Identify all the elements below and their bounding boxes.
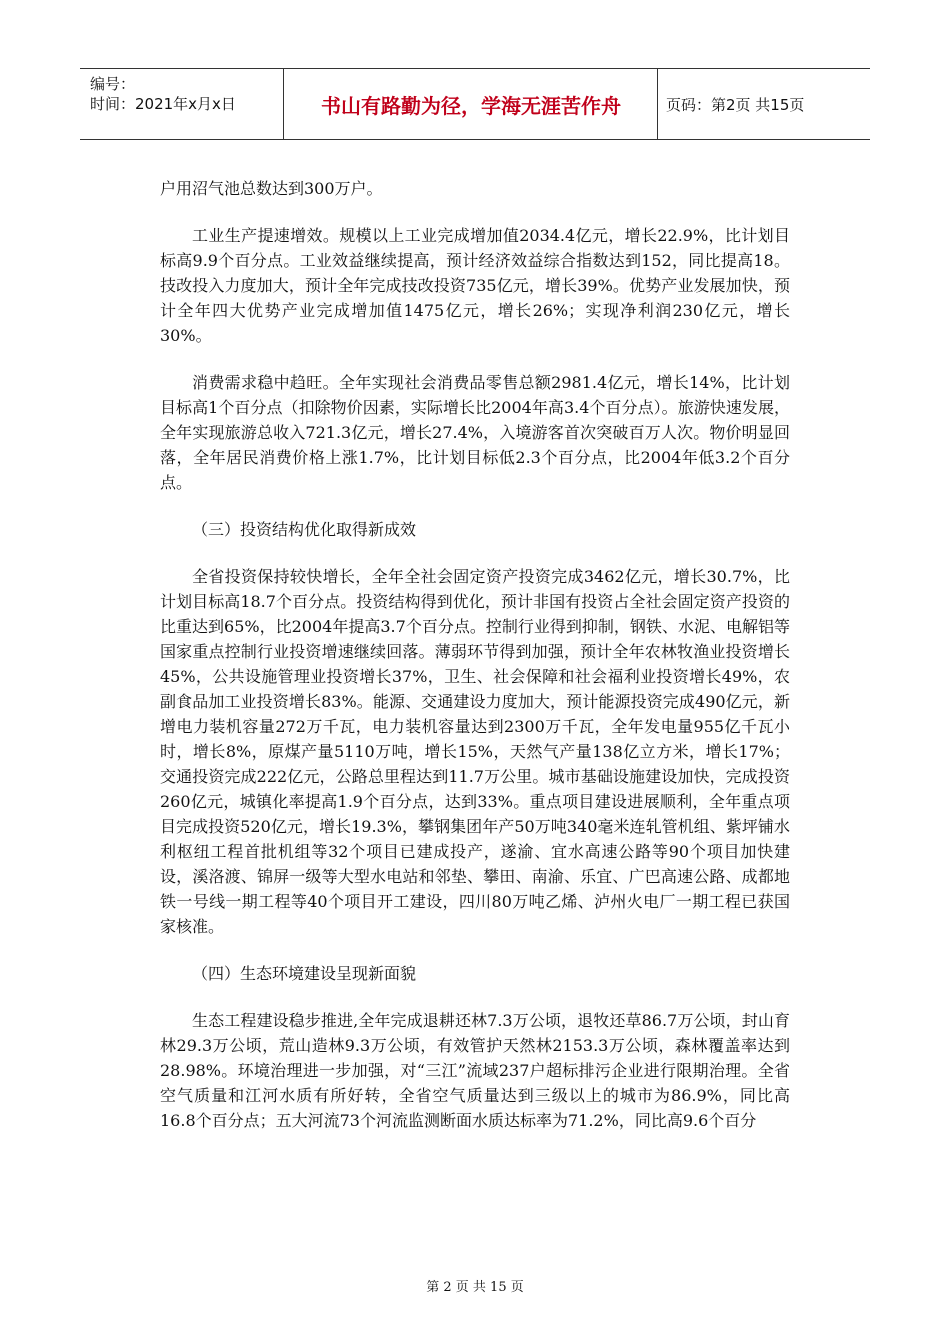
paragraph: 全省投资保持较快增长，全年全社会固定资产投资完成3462亿元，增长30.7%，比计划目标高18.7个百分点。投资结构得到优化，预计非国有投资占全社会固定资产投资的比重达到65%，比2004年提高3.7个百分点。控制行业得到抑制，钢铁、水泥、电解铝等国家重点控制行业投资增速继续回落。薄弱环节得到加强，预计全年农林牧渔业投资增长45%，公共设施管理业投资增长37%，卫生、社会保障和社会福利业投资增长49%，农副食品加工业投资增长83%。能源、交通建设力度加大，预计能源投资完成490亿元，新增电力装机容量272万千瓦，电力装机容量达到2300万千瓦，全年发电量955亿千瓦小时，增长8%，原煤产量5110万吨，增长15%，天然气产量138亿立方米，增长17%；交通投资完成222亿元，公路总里程达到11.7万公里。城市基础设施建设加快，完成投资260亿元，城镇化率提高1.9个百分点，达到33%。重点项目建设进展顺利，全年重点项目完成投资520亿元，增长19.3%，攀钢集团年产50万吨340毫米连轧管机组、紫坪铺水利枢纽工程首批机组等32个项目已建成投产，遂渝、宜水高速公路等90个项目加快建设，溪洛渡、锦屏一级等大型水电站和邻垫、攀田、南渝、乐宜、广巴高速公路、成都地铁一号线一期工程等40个项目开工建设，四川80万吨乙烯、泸州火电厂一期工程已获国家核准。 bbox=[160, 567, 790, 936]
document-date: 时间：2021年x月x日 bbox=[90, 95, 236, 113]
header-page-info bbox=[666, 69, 870, 139]
page-info-text: 页码：第2页 共15页 bbox=[666, 95, 805, 114]
header-meta bbox=[80, 69, 284, 139]
header-motto: 书山有路勤为径，学海无涯苦作舟 bbox=[285, 69, 658, 139]
paragraph: 户用沼气池总数达到300万户。 bbox=[160, 179, 383, 198]
document-body bbox=[160, 176, 790, 1155]
paragraph: 工业生产提速增效。规模以上工业完成增加值2034.4亿元，增长22.9%，比计划目标高9.9个百分点。工业效益继续提高，预计经济效益综合指数达到152，同比提高18。技改投入力度加大，预计全年完成技改投资735亿元，增长39%。优势产业发展加快，预计全年四大优势产业完成增加值1475亿元，增长26%；实现净利润230亿元，增长30%。 bbox=[160, 226, 790, 345]
section-heading: （四）生态环境建设呈现新面貌 bbox=[192, 964, 417, 983]
document-number-label: 编号： bbox=[90, 75, 136, 93]
document-header bbox=[80, 68, 870, 140]
paragraph: 消费需求稳中趋旺。全年实现社会消费品零售总额2981.4亿元，增长14%，比计划目标高1个百分点（扣除物价因素，实际增长比2004年高3.4个百分点）。旅游快速发展，全年实现旅游总收入721.3亿元，增长27.4%，入境游客首次突破百万人次。物价明显回落，全年居民消费价格上涨1.7%，比计划目标低2.3个百分点，比2004年低3.2个百分点。 bbox=[160, 373, 790, 492]
section-heading: （三）投资结构优化取得新成效 bbox=[192, 520, 417, 539]
page-footer: 第 2 页 共 15 页 bbox=[426, 1280, 524, 1295]
paragraph: 生态工程建设稳步推进,全年完成退耕还林7.3万公顷，退牧还草86.7万公顷，封山育林29.3万公顷，荒山造林9.3万公顷，有效管护天然林2153.3万公顷，森林覆盖率达到28.98%。环境治理进一步加强，对“三江”流域237户超标排污企业进行限期治理。全省空气质量和江河水质有所好转，全省空气质量达到三级以上的城市为86.9%，同比高16.8个百分点；五大河流73个河流监测断面水质达标率为71.2%，同比高9.6个百分 bbox=[160, 1011, 790, 1130]
